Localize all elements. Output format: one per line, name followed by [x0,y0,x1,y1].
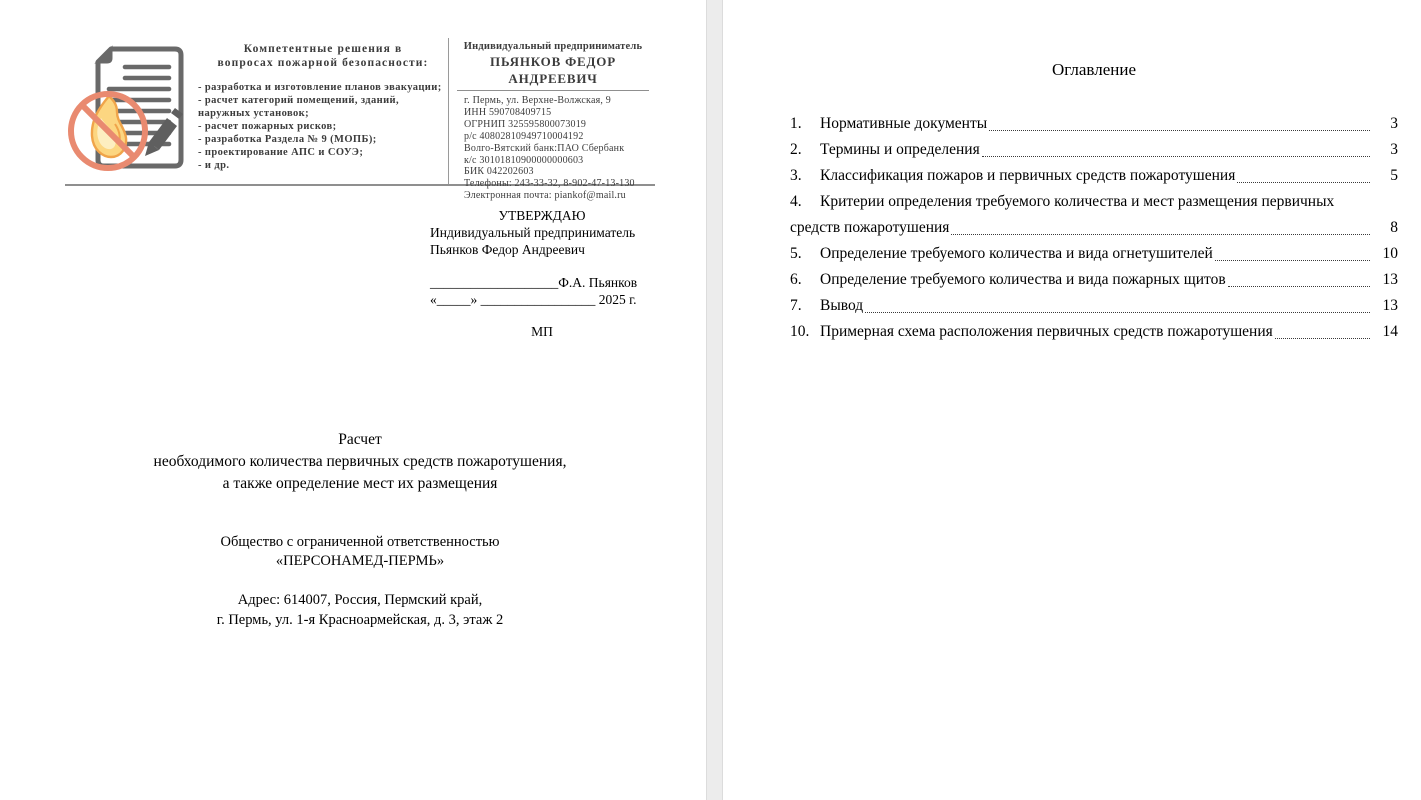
toc-entry [790,319,1398,345]
toc-list [790,111,1398,345]
entity-name: ПЬЯНКОВ ФЕДОР АНДРЕЕВИЧ [457,53,649,91]
toc-entry [790,293,1398,319]
title-line: а также определение мест их размещения [222,475,498,492]
organization-address [65,591,655,630]
toc-entry-page: 8 [1390,219,1398,236]
dot-leader [982,156,1370,157]
paper-fold [98,49,111,62]
toc-entry-title: Классификация пожаров и первичных средств пожаротушения [820,167,1236,184]
page-separator [706,0,723,800]
document-title-block [65,429,655,630]
toc-entry-number: 5. [790,245,802,262]
toc-entry-page: 5 [1390,167,1398,184]
letterhead-slogan [198,38,448,70]
address-line: г. Пермь, ул. 1-я Красноармейская, д. 3, этаж 2 [216,611,504,628]
toc-entry-title: Термины и определения [820,141,980,158]
entity-type: Индивидуальный предприниматель [463,41,643,52]
toc-entry-number: 1. [790,115,802,132]
toc-entry-title: Вывод [820,297,864,314]
service-item: - разработка Раздела № 9 (МОПБ); [198,134,377,145]
entity-details [457,95,649,202]
signature-line: ___________________Ф.А. Пьянков [430,275,638,290]
toc-entry-page: 13 [1382,297,1398,314]
toc-entry-wrapped-line2 [790,215,1398,241]
approve-word: УТВЕРЖДАЮ [498,208,586,223]
no-fire-document-pencil-logo-icon [67,44,193,178]
detail-phones: Телефоны: 243-33-32, 8-902-47-13-130 [464,178,635,190]
date-line: «_____» _________________ 2025 г. [430,292,637,307]
detail-inn: ИНН 590708409715 [464,106,552,118]
detail-corr-account: к/с 30101810900000000603 [464,154,584,166]
table-of-contents [790,58,1398,345]
organization-name [65,533,655,571]
toc-entry-page: 3 [1390,141,1398,158]
toc-entry-number: 4. [790,193,802,210]
toc-entry-page: 14 [1382,323,1398,340]
toc-entry-number: 10. [790,323,810,340]
toc-entry-title: Определение требуемого количества и вида огнетушителей [820,245,1213,262]
toc-entry-page: 3 [1390,115,1398,132]
approver-role: Индивидуальный предприниматель [430,225,636,240]
stamp-placeholder: МП [531,324,553,339]
toc-entry [790,267,1398,293]
dot-leader [1237,182,1370,183]
document-page-1 [0,0,706,800]
letterhead-left-cell [65,38,448,184]
letterhead-services-list [198,81,453,172]
toc-entry-title-continued: средств пожаротушения [790,219,950,236]
toc-entry-number: 6. [790,271,802,288]
toc-entry [790,163,1398,189]
toc-entry [790,241,1398,267]
dot-leader [1275,338,1370,339]
dot-leader [1215,260,1370,261]
dot-leader [951,234,1370,235]
approver-name: Пьянков Федор Андреевич [430,242,585,257]
toc-entry-page: 13 [1382,271,1398,288]
toc-entry-page: 10 [1382,245,1398,262]
detail-address: г. Пермь, ул. Верхне-Волжская, 9 [464,95,611,106]
slogan-line: вопросах пожарной безопасности: [217,57,429,69]
toc-entry-number: 7. [790,297,802,314]
service-item: - проектирование АПС и СОУЭ; [198,147,364,158]
detail-bank: Волго-Вятский банк:ПАО Сбербанк [464,142,625,154]
dot-leader [989,130,1370,131]
toc-entry-wrapped-line1 [790,189,1398,215]
service-item: - расчет категорий помещений, зданий, [198,95,400,106]
org-line: «ПЕРСОНАМЕД-ПЕРМЬ» [275,553,445,569]
title-line: Расчет [338,431,382,448]
toc-entry-number: 3. [790,167,802,184]
detail-bik: БИК 042202603 [464,166,534,178]
dot-leader [865,312,1370,313]
letterhead [65,38,655,202]
service-item: - разработка и изготовление планов эвакуации; [198,82,442,93]
detail-ogrnip: ОГРНИП 325595800073019 [464,118,587,130]
toc-entry-number: 2. [790,141,802,158]
toc-entry-title: Критерии определения требуемого количества и мест размещения первичных [820,193,1335,210]
detail-email: Электронная почта: piankof@mail.ru [464,190,626,202]
toc-entry [790,137,1398,163]
toc-entry-title: Определение требуемого количества и вида пожарных щитов [820,271,1226,288]
approval-block [430,207,654,340]
document-page-2 [723,0,1421,800]
toc-entry [790,111,1398,137]
toc-entry-title: Нормативные документы [820,115,988,132]
org-line: Общество с ограниченной ответственностью [220,534,500,550]
dot-leader [1228,286,1370,287]
letterhead-right-cell [448,38,655,202]
service-item: - и др. [198,160,230,171]
toc-entry-title: Примерная схема расположения первичных средств пожаротушения [820,323,1273,340]
detail-account: р/с 40802810949710004192 [464,130,584,142]
slogan-line: Компетентные решения в [243,43,403,55]
toc-heading: Оглавление [1052,60,1136,79]
service-item: - расчет пожарных рисков; [198,121,337,132]
document-title [65,429,655,495]
title-line: необходимого количества первичных средств пожаротушения, [153,453,567,470]
address-line: Адрес: 614007, Россия, Пермский край, [237,592,483,608]
service-item: наружных установок; [198,108,310,119]
